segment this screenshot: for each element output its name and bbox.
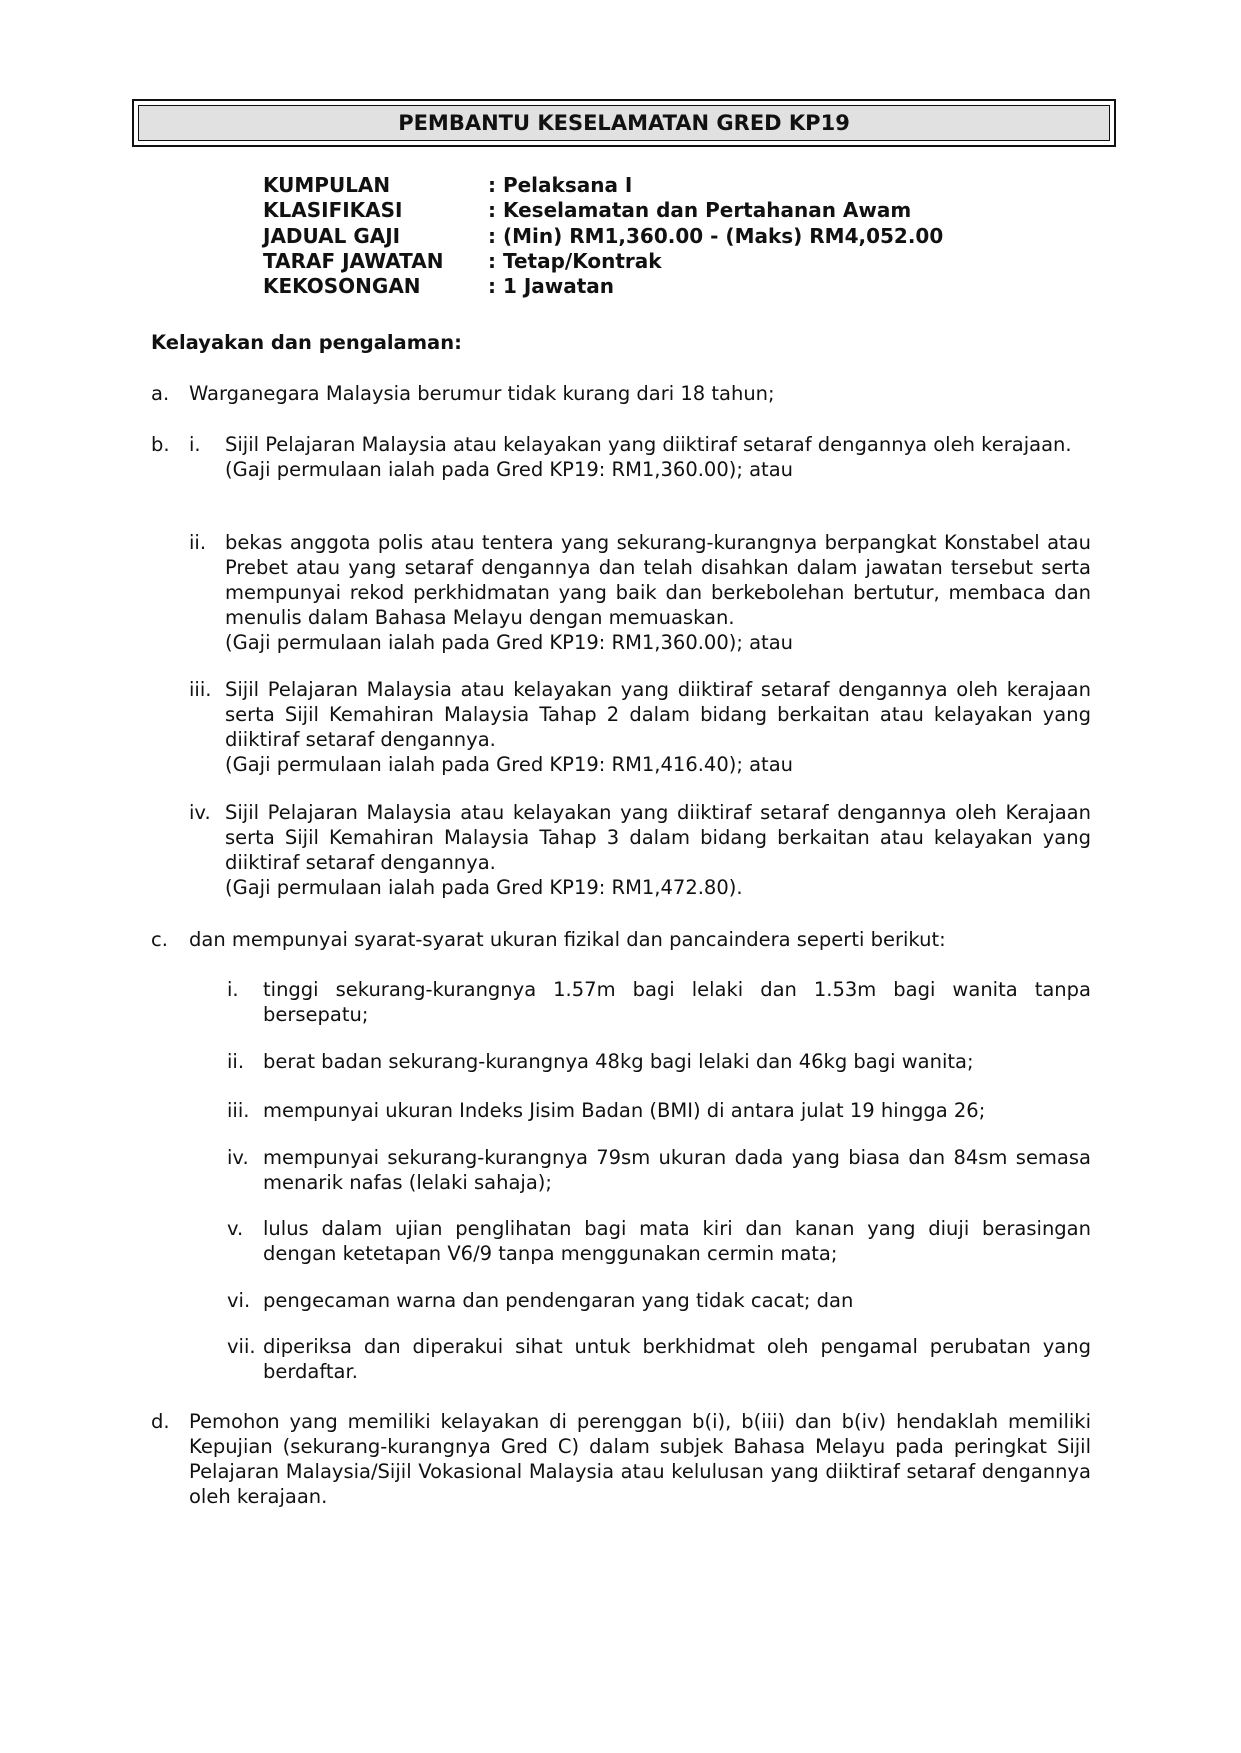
info-value: : Tetap/Kontrak: [488, 248, 662, 273]
sub-text: berat badan sekurang-kurangnya 48kg bagi lelaki dan 46kg bagi wanita;: [263, 1050, 974, 1073]
sub-text: tinggi sekurang-kurangnya 1.57m bagi lelaki dan 1.53m bagi wanita tanpa bersepatu;: [263, 978, 1091, 1026]
item-a: [151, 381, 1091, 406]
info-value: : (Min) RM1,360.00 - (Maks) RM4,052.00: [488, 223, 944, 248]
sub-marker: i.: [189, 433, 201, 456]
sub-marker: vi.: [227, 1289, 251, 1312]
page-title: PEMBANTU KESELAMATAN GRED KP19: [138, 105, 1110, 141]
sub-marker: i.: [227, 978, 239, 1001]
job-info-table: [263, 173, 943, 299]
info-key: JADUAL GAJI: [263, 223, 401, 248]
sub-marker: ii.: [227, 1050, 245, 1073]
info-value: : Pelaksana I: [488, 173, 633, 197]
item-marker: c.: [151, 928, 168, 951]
sub-marker: iv.: [227, 1146, 249, 1169]
section-heading: Kelayakan dan pengalaman:: [151, 331, 462, 354]
item-c-vi: [227, 1288, 1091, 1313]
info-key: KLASIFIKASI: [263, 198, 403, 223]
item-c-vii: [227, 1334, 1091, 1384]
salary-note: (Gaji permulaan ialah pada Gred KP19: RM1,416.40); atau: [225, 753, 794, 776]
sub-marker: vii.: [227, 1335, 256, 1358]
sub-marker: v.: [227, 1217, 244, 1240]
item-b-iii: [189, 677, 1091, 777]
title-box: [132, 99, 1116, 147]
item-b-marker: b.: [151, 433, 170, 456]
item-text: dan mempunyai syarat-syarat ukuran fizikal dan pancaindera seperti berikut:: [189, 928, 946, 951]
item-c: [151, 927, 1091, 952]
info-row-kekosongan: [263, 274, 943, 299]
salary-note: (Gaji permulaan ialah pada Gred KP19: RM1,360.00); atau: [225, 631, 794, 654]
sub-text: pengecaman warna dan pendengaran yang tidak cacat; dan: [263, 1289, 854, 1312]
info-row-taraf-jawatan: [263, 249, 943, 274]
sub-text: diperiksa dan diperakui sihat untuk berkhidmat oleh pengamal perubatan yang berdaftar.: [263, 1335, 1091, 1383]
info-row-klasifikasi: [263, 198, 943, 223]
sub-text: Sijil Pelajaran Malaysia atau kelayakan yang diiktiraf setaraf dengannya oleh Kerajaan serta Sijil Kemahiran Malaysia Tahap 3 dalam bidang berkaitan atau kelayakan yang diiktiraf setaraf dengannya.: [225, 801, 1091, 874]
item-marker: d.: [151, 1410, 170, 1433]
sub-marker: iii.: [227, 1099, 250, 1122]
item-d: [151, 1409, 1091, 1509]
salary-note: (Gaji permulaan ialah pada Gred KP19: RM1,472.80).: [225, 876, 743, 899]
sub-text: mempunyai ukuran Indeks Jisim Badan (BMI) di antara julat 19 hingga 26;: [263, 1099, 986, 1122]
info-key: KEKOSONGAN: [263, 274, 421, 299]
item-text: Warganegara Malaysia berumur tidak kurang dari 18 tahun;: [189, 382, 775, 405]
info-value: : 1 Jawatan: [488, 274, 615, 299]
item-c-iv: [227, 1145, 1091, 1195]
sub-text: Sijil Pelajaran Malaysia atau kelayakan yang diiktiraf setaraf dengannya oleh kerajaan serta Sijil Kemahiran Malaysia Tahap 2 dalam bidang berkaitan atau kelayakan yang diiktiraf setaraf dengannya.: [225, 678, 1091, 751]
info-row-jadual-gaji: [263, 224, 943, 249]
item-b-ii: [189, 530, 1091, 655]
item-text: Pemohon yang memiliki kelayakan di perenggan b(i), b(iii) dan b(iv) hendaklah memiliki Kepujian (sekurang-kurangnya Gred C) dalam subjek Bahasa Melayu pada peringkat Sijil Pelajaran Malaysia/Sijil Vokasional Malaysia atau kelulusan yang diiktiraf setaraf dengannya oleh kerajaan.: [189, 1410, 1091, 1508]
info-row-kumpulan: [263, 173, 943, 198]
info-value: : Keselamatan dan Pertahanan Awam: [488, 198, 912, 223]
item-c-iii: [227, 1098, 1091, 1123]
sub-marker: iv.: [189, 801, 211, 824]
info-key: TARAF JAWATAN: [263, 248, 444, 273]
item-c-ii: [227, 1049, 1091, 1074]
sub-text: Sijil Pelajaran Malaysia atau kelayakan yang diiktiraf setaraf dengannya oleh kerajaan.: [225, 433, 1072, 456]
sub-marker: iii.: [189, 678, 212, 701]
item-c-i: [227, 977, 1091, 1027]
info-key: KUMPULAN: [263, 173, 391, 197]
sub-body: [225, 677, 1091, 777]
sub-text: mempunyai sekurang-kurangnya 79sm ukuran dada yang biasa dan 84sm semasa menarik nafas (lelaki sahaja);: [263, 1146, 1091, 1194]
sub-marker: ii.: [189, 531, 207, 554]
sub-text: bekas anggota polis atau tentera yang sekurang-kurangnya berpangkat Konstabel atau Prebet atau yang setaraf dengannya dan telah disahkan dalam jawatan tersebut serta mempunyai rekod perkhidmatan yang baik dan berkebolehan bertutur, membaca dan menulis dalam Bahasa Melayu dengan memuaskan.: [225, 531, 1091, 629]
item-marker: a.: [151, 382, 170, 405]
sub-body: [225, 800, 1091, 900]
sub-body: [225, 530, 1091, 655]
item-b-iv: [189, 800, 1091, 900]
item-b-i: [189, 432, 1091, 482]
salary-note: (Gaji permulaan ialah pada Gred KP19: RM1,360.00); atau: [225, 458, 794, 481]
sub-body: [225, 432, 1091, 482]
item-c-v: [227, 1216, 1091, 1266]
sub-text: lulus dalam ujian penglihatan bagi mata kiri dan kanan yang diuji berasingan dengan ketetapan V6/9 tanpa menggunakan cermin mata;: [263, 1217, 1091, 1265]
